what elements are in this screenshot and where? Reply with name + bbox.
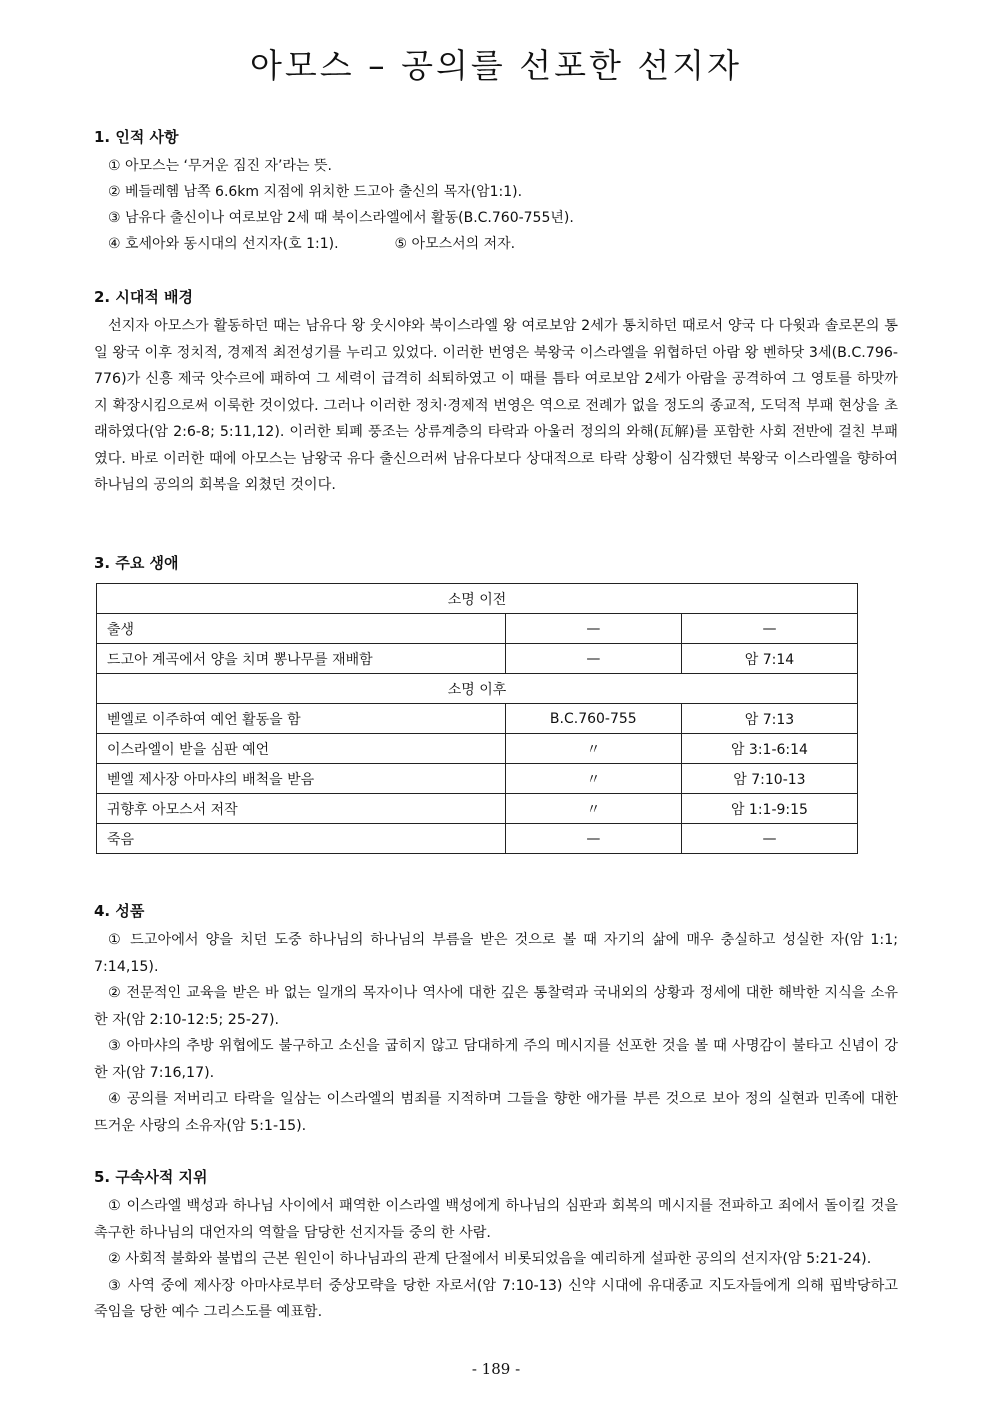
table-row [97, 764, 858, 794]
table-cell-ref: 암 7:13 [681, 704, 857, 734]
page-title: 아모스 – 공의를 선포한 선지자 [250, 46, 742, 85]
section-historical-background [94, 286, 898, 499]
paragraph: ② 사회적 불화와 불법의 근본 원인이 하나님과의 관계 단절에서 비롯되었음을 예리하게 설파한 공의의 선지자(암 5:21-24). [108, 1251, 872, 1267]
table-group-label: 소명 이후 [97, 674, 858, 704]
table-cell-date: B.C.760-755 [505, 704, 681, 734]
section-heading: 4. 성품 [94, 902, 145, 920]
table-cell-event: 벧엘로 이주하여 예언 활동을 함 [97, 704, 506, 734]
table-cell-date: — [505, 824, 681, 854]
section-heading: 2. 시대적 배경 [94, 288, 194, 306]
list-item: ⑤ 아모스서의 저자. [394, 236, 516, 252]
section-personal-info [94, 126, 898, 257]
paragraph: ① 이스라엘 백성과 하나님 사이에서 패역한 이스라엘 백성에게 하나님의 심판과 회복의 메시지를 전파하고 죄에서 돌이킬 것을 촉구한 하나님의 대언자의 역할을 담당한 선지자들 중의 한 사람. [94, 1198, 898, 1241]
table-cell-event: 출생 [97, 614, 506, 644]
table-cell-ref: 암 1:1-9:15 [681, 794, 857, 824]
page-number: - 189 - [471, 1360, 521, 1378]
section-character [94, 900, 898, 1139]
list-item: ④ 호세아와 동시대의 선지자(호 1:1). [108, 236, 339, 252]
section-heading: 5. 구속사적 지위 [94, 1168, 208, 1186]
table-cell-date: 〃 [505, 794, 681, 824]
paragraph: ③ 아마샤의 추방 위협에도 불구하고 소신을 굽히지 않고 담대하게 주의 메시지를 선포한 것을 볼 때 사명감이 불타고 신념이 강한 자(암 7:16,17). [94, 1038, 898, 1081]
table-cell-date: 〃 [505, 764, 681, 794]
table-row [97, 704, 858, 734]
table-cell-event: 죽음 [97, 824, 506, 854]
table-cell-ref: 암 3:1-6:14 [681, 734, 857, 764]
paragraph: ④ 공의를 저버리고 타락을 일삼는 이스라엘의 범죄를 지적하며 그들을 향한 애가를 부른 것으로 보아 정의 실현과 민족에 대한 뜨거운 사랑의 소유자(암 5:1-15). [94, 1091, 898, 1134]
table-cell-ref: 암 7:14 [681, 644, 857, 674]
table-cell-event: 귀향후 아모스서 저작 [97, 794, 506, 824]
table-row [97, 794, 858, 824]
section-heading: 3. 주요 생애 [94, 554, 179, 572]
table-row [97, 824, 858, 854]
paragraph: ① 드고아에서 양을 치던 도중 하나님의 하나님의 부름을 받은 것으로 볼 때 자기의 삶에 매우 충실하고 성실한 자(암 1:1; 7:14,15). [94, 932, 898, 975]
table-cell-ref: — [681, 614, 857, 644]
list-item: ① 아모스는 ‘무거운 짐진 자’라는 뜻. [108, 158, 332, 174]
table-row [97, 734, 858, 764]
paragraph: ② 전문적인 교육을 받은 바 없는 일개의 목자이나 역사에 대한 깊은 통찰력과 국내외의 상황과 정세에 대한 해박한 지식을 소유한 자(암 2:10-12:5; 25-27). [94, 985, 898, 1028]
section-heading: 1. 인적 사항 [94, 128, 179, 146]
table-cell-date: — [505, 644, 681, 674]
table-row [97, 644, 858, 674]
section-main-life [94, 552, 898, 579]
table-cell-ref: — [681, 824, 857, 854]
table-cell-ref: 암 7:10-13 [681, 764, 857, 794]
life-table [96, 583, 858, 854]
table-cell-date: — [505, 614, 681, 644]
paragraph: 선지자 아모스가 활동하던 때는 남유다 왕 웃시야와 북이스라엘 왕 여로보암 2세가 통치하던 때로서 양국 다 다윗과 솔로몬의 통일 왕국 이후 정치적, 경제적 최전성기를 누리고 있었다. 이러한 번영은 북왕국 이스라엘을 위협하던 아람 왕 벤하닷 3세(B.C.796-776)가 신흥 제국 앗수르에 패하여 그 세력이 급격히 쇠퇴하였고 이 때를 틈타 여로보암 2세가 아람을 공격하여 그 영토를 하맛까지 확장시킴으로써 이룩한 것이었다. 그러나 이러한 정치·경제적 번영은 역으로 전례가 없을 정도의 종교적, 도덕적 부패 현상을 초래하였다(암 2:6-8; 5:11,12). 이러한 퇴폐 풍조는 상류계층의 타락과 아울러 정의의 와해(瓦解)를 포함한 사회 전반에 걸친 부패였다. 바로 이러한 때에 아모스는 남왕국 유다 출신으러써 남유다보다 상대적으로 타락 상황이 심각했던 북왕국 이스라엘을 향하여 하나님의 공의의 회복을 외쳤던 것이다. [94, 318, 898, 493]
table-cell-event: 이스라엘이 받을 심판 예언 [97, 734, 506, 764]
table-group-row [97, 584, 858, 614]
list-item: ③ 남유다 출신이나 여로보암 2세 때 북이스라엘에서 활동(B.C.760-755년). [108, 210, 574, 226]
list-item-row [94, 231, 898, 257]
section-redemptive-position [94, 1166, 898, 1326]
table-group-label: 소명 이전 [97, 584, 858, 614]
table-row [97, 614, 858, 644]
table-cell-date: 〃 [505, 734, 681, 764]
paragraph: ③ 사역 중에 제사장 아마샤로부터 중상모략을 당한 자로서(암 7:10-13) 신약 시대에 유대종교 지도자들에게 의해 핍박당하고 죽임을 당한 예수 그리스도를 예표함. [94, 1277, 898, 1320]
list-item: ② 베들레헴 남쪽 6.6km 지점에 위치한 드고아 출신의 목자(암1:1). [108, 184, 523, 200]
table-group-row [97, 674, 858, 704]
table-cell-event: 드고아 계곡에서 양을 치며 뽕나무를 재배함 [97, 644, 506, 674]
table-cell-event: 벧엘 제사장 아마샤의 배척을 받음 [97, 764, 506, 794]
